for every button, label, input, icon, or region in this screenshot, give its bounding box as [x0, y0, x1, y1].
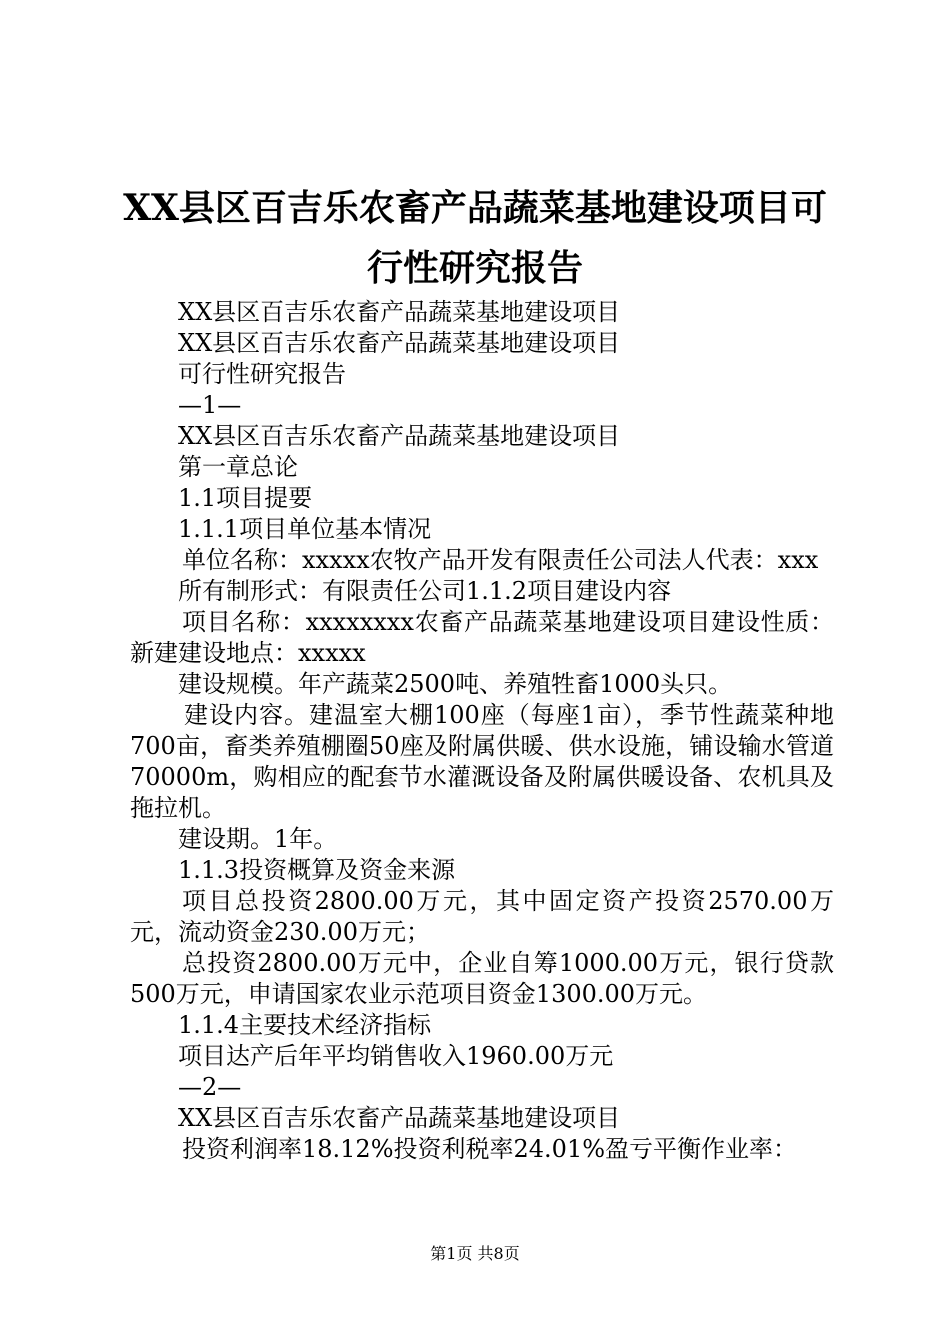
document-body — [130, 297, 834, 1165]
document-title-line-2: 行性研究报告 — [366, 247, 583, 289]
body-line: 建设期。1年。 — [178, 825, 338, 853]
body-line: XX县区百吉乐农畜产品蔬菜基地建设项目 — [178, 1104, 621, 1132]
body-line: 所有制形式：有限责任公司1.1.2项目建设内容 — [178, 577, 672, 605]
body-line: 可行性研究报告 — [178, 360, 346, 388]
subsection-heading: 1.1.1项目单位基本情况 — [178, 515, 432, 543]
document-title-line-1: XX县区百吉乐农畜产品蔬菜基地建设项目可 — [123, 187, 827, 229]
page-footer: 第1页 共8页 — [430, 1244, 520, 1263]
subsection-heading: 1.1.3投资概算及资金来源 — [178, 856, 456, 884]
body-paragraph: 建设内容。建温室大棚100座（每座1亩），季节性蔬菜种地700亩，畜类养殖棚圈50座及附属供暖、供水设施，铺设输水管道70000m，购相应的配套节水灌溉设备及附属供暖设备、农机具及拖拉机。 — [130, 701, 834, 822]
body-paragraph: 总投资2800.00万元中，企业自筹1000.00万元，银行贷款500万元，申请国家农业示范项目资金1300.00万元。 — [130, 949, 834, 1008]
page-separator: —2— — [178, 1073, 242, 1101]
body-paragraph: 项目总投资2800.00万元，其中固定资产投资2570.00万元，流动资金230.00万元； — [130, 887, 834, 946]
body-line: 项目达产后年平均销售收入1960.00万元 — [178, 1042, 614, 1070]
subsection-heading: 1.1.4主要技术经济指标 — [178, 1011, 432, 1039]
body-paragraph: 项目名称：xxxxxxxx农畜产品蔬菜基地建设项目建设性质：新建建设地点：xxxxx — [130, 608, 834, 667]
body-line: XX县区百吉乐农畜产品蔬菜基地建设项目 — [178, 298, 621, 326]
body-line: 投资利润率18.12%投资利税率24.01%盈亏平衡作业率： — [182, 1135, 798, 1163]
body-line: XX县区百吉乐农畜产品蔬菜基地建设项目 — [178, 329, 621, 357]
chapter-heading: 第一章总论 — [178, 453, 298, 481]
body-paragraph: 单位名称：xxxxx农牧产品开发有限责任公司法人代表：xxx — [182, 546, 819, 574]
page-separator: —1— — [178, 391, 242, 419]
section-heading: 1.1项目提要 — [178, 484, 313, 512]
body-line: XX县区百吉乐农畜产品蔬菜基地建设项目 — [178, 422, 621, 450]
body-line: 建设规模。年产蔬菜2500吨、养殖牲畜1000头只。 — [178, 670, 733, 698]
